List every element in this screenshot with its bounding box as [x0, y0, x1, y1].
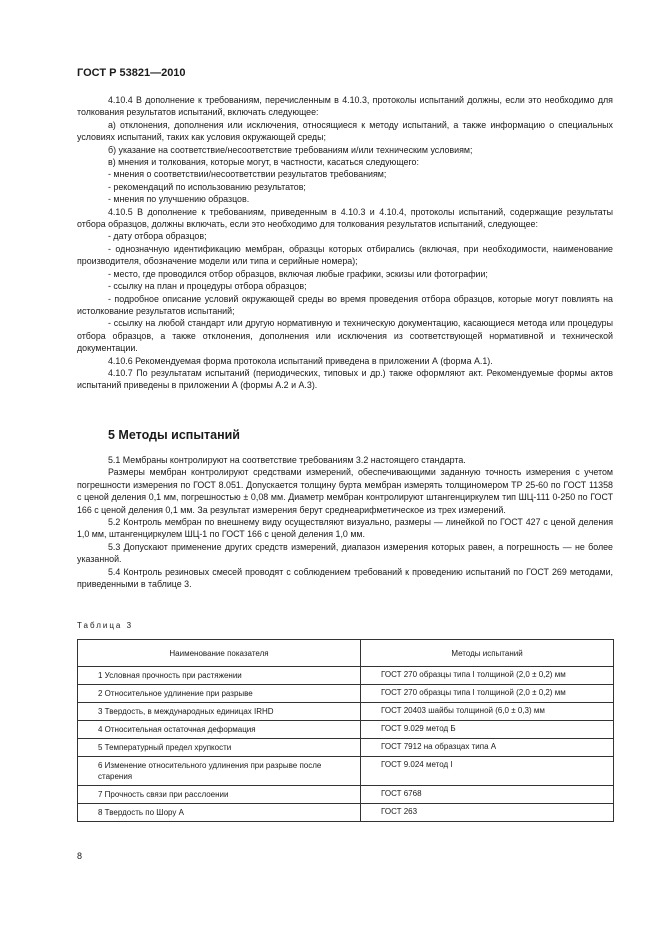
- indicator-cell: 4 Относительная остаточная деформация: [78, 721, 361, 739]
- paragraph: 4.10.4 В дополнение к требованиям, перечисленным в 4.10.3, протоколы испытаний должны, если это необходимо для толкования результатов испытаний, включать следующее:: [77, 95, 613, 118]
- table-row: [78, 804, 614, 822]
- paragraph: 5.1 Мембраны контролируют на соответствие требованиям 3.2 настоящего стандарта.: [108, 455, 466, 465]
- paragraph: - ссылку на любой стандарт или другую нормативную и техническую документацию, касающиеся метода или процедуры отбора образцов, а также отклонения, дополнения или исключения из соответствующей нормативной и технической документации.: [77, 318, 613, 354]
- column-header-method: Методы испытаний: [361, 640, 614, 667]
- paragraph: - ссылку на план и процедуры отбора образцов;: [108, 281, 307, 292]
- method-cell: ГОСТ 9.024 метод I: [361, 757, 614, 786]
- paragraph: Размеры мембран контролируют средствами измерений, обеспечивающими заданную точность измерения с учетом погрешности измерения по ГОСТ 8.051. Допускается толщину бурта мембран измерять толщиномером ТР 25-60 по ГОСТ 11358 с ценой деления 0,1 мм, погрешностью ± 0,08 мм. Диаметр мембран контролируют штангенциркулем тип ШЦ-111 0-250 по ГОСТ 166 с ценой деления 0,1 мм. За результат измерения берут среднеарифметическое из трех измерений.: [77, 467, 613, 515]
- table-row: [78, 739, 614, 757]
- paragraph: - рекомендаций по использованию результатов;: [108, 181, 306, 192]
- section-5-body: [77, 454, 613, 590]
- table-row: [78, 667, 614, 685]
- indicator-cell: 8 Твердость по Шору А: [78, 804, 361, 822]
- section-4-body: [77, 94, 613, 392]
- method-cell: ГОСТ 9.029 метод Б: [361, 721, 614, 739]
- method-cell: ГОСТ 263: [361, 804, 614, 822]
- paragraph: а) отклонения, дополнения или исключения, относящиеся к методу испытаний, а также информацию о специальных условиях испытаний, таких как условия окружающей среды;: [77, 119, 613, 143]
- paragraph: 4.10.5 В дополнение к требованиям, приведенным в 4.10.3 и 4.10.4, протоколы испытаний, содержащие результаты отбора образцов, должны включать, если это необходимо для толкования результатов испытаний, следующее:: [77, 206, 613, 230]
- paragraph: 5.3 Допускают применение других средств измерений, диапазон измерения которых равен, а погрешность — не более указанной.: [77, 541, 613, 565]
- paragraph: - однозначную идентификацию мембран, образцы которых отбирались (включая, при необходимости, наименование производителя, обозначение модели или типа и серийные номера);: [77, 243, 613, 267]
- table-row: [78, 703, 614, 721]
- paragraph: - мнения по улучшению образцов.: [108, 194, 250, 205]
- table-row: [78, 757, 614, 786]
- table-row: [78, 786, 614, 804]
- indicator-cell: 3 Твердость, в международных единицах IRHD: [78, 703, 361, 721]
- indicator-cell: 2 Относительное удлинение при разрыве: [78, 685, 361, 703]
- page-number: 8: [77, 851, 83, 861]
- paragraph: в) мнения и толкования, которые могут, в частности, касаться следующего:: [108, 157, 419, 168]
- paragraph: б) указание на соответствие/несоответствие требованиям и/или техническим условиям;: [108, 144, 473, 155]
- indicator-cell: 1 Условная прочность при растяжении: [78, 667, 361, 685]
- table-row: [78, 685, 614, 703]
- method-cell: ГОСТ 7912 на образцах типа А: [361, 739, 614, 757]
- indicator-cell: 5 Температурный предел хрупкости: [78, 739, 361, 757]
- paragraph: - место, где проводился отбор образцов, включая любые графики, эскизы или фотографии;: [108, 268, 488, 279]
- paragraph: 4.10.6 Рекомендуемая форма протокола испытаний приведена в приложении А (форма А.1).: [108, 355, 493, 366]
- paragraph: - дату отбора образцов;: [108, 231, 207, 242]
- paragraph: 5.4 Контроль резиновых смесей проводят с соблюдением требований к проведению испытаний по ГОСТ 269 методами, приведенными в таблице 3.: [77, 566, 613, 590]
- column-header-indicator: Наименование показателя: [78, 640, 361, 667]
- method-cell: ГОСТ 20403 шайбы толщиной (6,0 ± 0,3) мм: [361, 703, 614, 721]
- paragraph: - подробное описание условий окружающей среды во время проведения отбора образцов, которые могут повлиять на истолкование результатов испытаний;: [77, 293, 613, 316]
- paragraph: 5.2 Контроль мембран по внешнему виду осуществляют визуально, размеры — линейкой по ГОСТ 427 с ценой деления 1,0 мм, штангенциркулем ШЦ-1 по ГОСТ 166 с ценой деления 1,0 мм.: [77, 517, 613, 540]
- section-5-title: 5 Методы испытаний: [108, 428, 240, 442]
- methods-table: [77, 639, 614, 822]
- method-cell: ГОСТ 270 образцы типа I толщиной (2,0 ± 0,2) мм: [361, 685, 614, 703]
- table-row: [78, 721, 614, 739]
- indicator-cell: 6 Изменение относительного удлинения при разрыве после старения: [78, 757, 361, 786]
- method-cell: ГОСТ 6768: [361, 786, 614, 804]
- paragraph: 4.10.7 По результатам испытаний (периодических, типовых и др.) также оформляют акт. Рекомендуемые формы актов испытаний приведены в приложении А (формы А.2 и А.3).: [77, 367, 613, 391]
- table-caption: Таблица 3: [77, 621, 134, 630]
- table-header-row: [78, 640, 614, 667]
- indicator-cell: 7 Прочность связи при расслоении: [78, 786, 361, 804]
- document-header: ГОСТ Р 53821—2010: [77, 67, 186, 79]
- paragraph: - мнения о соответствии/несоответствии результатов требованиям;: [108, 169, 387, 180]
- method-cell: ГОСТ 270 образцы типа I толщиной (2,0 ± 0,2) мм: [361, 667, 614, 685]
